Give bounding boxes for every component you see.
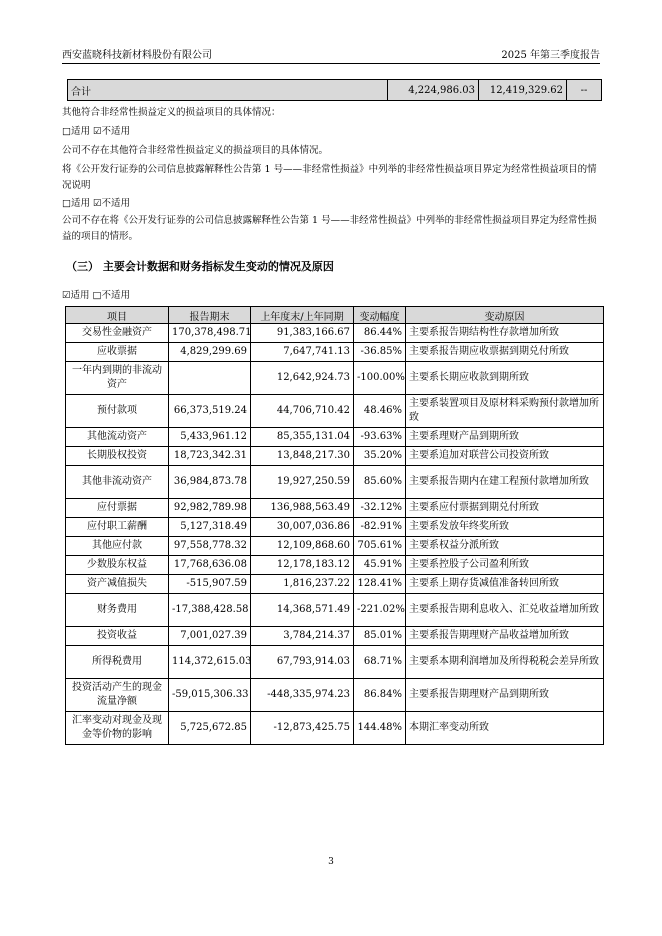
row-change: 85.01%	[354, 627, 406, 646]
page-number: 3	[328, 857, 334, 867]
row-item: 汇率变动对现金及现金等价物的影响	[66, 712, 169, 745]
row-change: 48.46%	[354, 395, 406, 428]
row-reason: 主要系报告期内在建工程预付款增加所致	[406, 466, 604, 499]
table-header-row	[66, 307, 604, 324]
row-current: -515,907.59	[169, 575, 251, 594]
row-current: 7,001,027.39	[169, 627, 251, 646]
row-previous: 19,927,250.59	[251, 466, 354, 499]
row-item: 其他应付款	[66, 537, 169, 556]
row-current: 5,127,318.49	[169, 518, 251, 537]
total-table	[67, 79, 602, 101]
row-item: 财务费用	[66, 594, 169, 627]
row-change: -32.12%	[354, 499, 406, 518]
table-row	[66, 324, 604, 343]
financial-changes-table	[65, 306, 604, 745]
row-previous: 136,988,563.49	[251, 499, 354, 518]
row-reason: 主要系装置项目及原材料采购预付款增加所致	[406, 395, 604, 428]
row-previous: 91,383,166.67	[251, 324, 354, 343]
table-row	[66, 556, 604, 575]
row-current: 170,378,498.71	[169, 324, 251, 343]
row-item: 应收票据	[66, 343, 169, 362]
row-change: 86.84%	[354, 679, 406, 712]
row-reason: 主要系本期利润增加及所得税税会差异所致	[406, 646, 604, 679]
applicability-3: ☑适用 □不适用	[62, 290, 131, 301]
row-previous: 7,647,741.13	[251, 343, 354, 362]
row-previous: 67,793,914.03	[251, 646, 354, 679]
row-change: 144.48%	[354, 712, 406, 745]
total-value-3: --	[567, 80, 602, 101]
row-current: 66,373,519.24	[169, 395, 251, 428]
row-change: -82.91%	[354, 518, 406, 537]
row-change: -100.00%	[354, 362, 406, 395]
row-reason: 主要系理财产品到期所致	[406, 428, 604, 447]
table-row	[66, 428, 604, 447]
row-item: 所得税费用	[66, 646, 169, 679]
row-item: 投资收益	[66, 627, 169, 646]
row-current: -59,015,306.33	[169, 679, 251, 712]
table-row	[66, 537, 604, 556]
row-previous: 44,706,710.42	[251, 395, 354, 428]
row-reason: 主要系报告期利息收入、汇兑收益增加所致	[406, 594, 604, 627]
row-previous: 1,816,237.22	[251, 575, 354, 594]
paragraph-no-reclassification: 公司不存在将《公开发行证券的公司信息披露解释性公告第 1 号——非经常性损益》中列举的非经常性损益项目界定为经常性损益的项目的情形。	[62, 215, 597, 242]
table-row	[66, 499, 604, 518]
header-reason: 变动原因	[406, 307, 604, 324]
row-reason: 主要系报告期结构性存款增加所致	[406, 324, 604, 343]
row-current: 36,984,873.78	[169, 466, 251, 499]
table-row	[66, 646, 604, 679]
row-change: -93.63%	[354, 428, 406, 447]
row-item: 应付职工薪酬	[66, 518, 169, 537]
row-reason: 本期汇率变动所致	[406, 712, 604, 745]
row-reason: 主要系应付票据到期兑付所致	[406, 499, 604, 518]
row-change: -221.02%	[354, 594, 406, 627]
table-row	[66, 627, 604, 646]
row-previous: -448,335,974.23	[251, 679, 354, 712]
header-divider	[62, 63, 600, 64]
table-row	[66, 518, 604, 537]
applicability-2: □适用 ☑不适用	[62, 198, 131, 209]
table-row	[66, 343, 604, 362]
row-current: 5,433,961.12	[169, 428, 251, 447]
table-row	[66, 712, 604, 745]
row-previous: 12,178,183.12	[251, 556, 354, 575]
row-reason: 主要系长期应收款到期所致	[406, 362, 604, 395]
paragraph-other-items: 其他符合非经常性损益定义的损益项目的具体情况：	[62, 107, 281, 118]
row-reason: 主要系上期存货减值准备转回所致	[406, 575, 604, 594]
row-previous: 85,355,131.04	[251, 428, 354, 447]
total-value-2: 12,419,329.62	[479, 80, 567, 101]
row-change: 68.71%	[354, 646, 406, 679]
table-row	[66, 594, 604, 627]
row-current: 17,768,636.08	[169, 556, 251, 575]
row-previous: -12,873,425.75	[251, 712, 354, 745]
table-row	[66, 447, 604, 466]
header-current: 报告期末	[169, 307, 251, 324]
table-row	[66, 575, 604, 594]
total-value-1: 4,224,986.03	[388, 80, 479, 101]
table-row	[66, 679, 604, 712]
row-change: 86.44%	[354, 324, 406, 343]
page-header	[62, 46, 600, 62]
header-item: 项目	[66, 307, 169, 324]
row-previous: 12,109,868.60	[251, 537, 354, 556]
row-reason: 主要系发放年终奖所致	[406, 518, 604, 537]
row-reason: 主要系报告期应收票据到期兑付所致	[406, 343, 604, 362]
row-change: -36.85%	[354, 343, 406, 362]
row-reason: 主要系追加对联营公司投资所致	[406, 447, 604, 466]
row-change: 45.91%	[354, 556, 406, 575]
row-change: 85.60%	[354, 466, 406, 499]
section-title: （三） 主要会计数据和财务指标发生变动的情况及原因	[66, 260, 334, 273]
row-item: 资产减值损失	[66, 575, 169, 594]
row-previous: 3,784,214.37	[251, 627, 354, 646]
row-previous: 12,642,924.73	[251, 362, 354, 395]
row-reason: 主要系权益分派所致	[406, 537, 604, 556]
row-previous: 30,007,036.86	[251, 518, 354, 537]
header-previous: 上年度末/上年同期	[251, 307, 354, 324]
row-item: 投资活动产生的现金流量净额	[66, 679, 169, 712]
table-row	[66, 395, 604, 428]
total-label: 合计	[68, 80, 388, 101]
row-previous: 14,368,571.49	[251, 594, 354, 627]
row-item: 长期股权投资	[66, 447, 169, 466]
header-change: 变动幅度	[354, 307, 406, 324]
company-name: 西安蓝晓科技新材料股份有限公司	[62, 50, 212, 61]
row-current: -17,388,428.58	[169, 594, 251, 627]
table-row	[66, 466, 604, 499]
row-current: 5,725,672.85	[169, 712, 251, 745]
report-title: 2025 年第三季度报告	[501, 50, 600, 61]
row-reason: 主要系控股子公司盈利所致	[406, 556, 604, 575]
row-item: 一年内到期的非流动资产	[66, 362, 169, 395]
row-reason: 主要系报告期理财产品收益增加所致	[406, 627, 604, 646]
row-current	[169, 362, 251, 395]
row-item: 少数股东权益	[66, 556, 169, 575]
row-change: 705.61%	[354, 537, 406, 556]
paragraph-reclassification-note: 将《公开发行证券的公司信息披露解释性公告第 1 号——非经常性损益》中列举的非经常性损益项目界定为经常性损益项目的情况说明	[62, 164, 597, 191]
table-row	[66, 362, 604, 395]
paragraph-no-other-items: 公司不存在其他符合非经常性损益定义的损益项目的具体情况。	[62, 145, 329, 156]
row-item: 其他非流动资产	[66, 466, 169, 499]
row-item: 交易性金融资产	[66, 324, 169, 343]
row-current: 92,982,789.98	[169, 499, 251, 518]
row-current: 97,558,778.32	[169, 537, 251, 556]
row-current: 4,829,299.69	[169, 343, 251, 362]
row-current: 114,372,615.03	[169, 646, 251, 679]
row-previous: 13,848,217.30	[251, 447, 354, 466]
row-change: 128.41%	[354, 575, 406, 594]
row-current: 18,723,342.31	[169, 447, 251, 466]
row-reason: 主要系报告期理财产品到期所致	[406, 679, 604, 712]
applicability-1: □适用 ☑不适用	[62, 126, 131, 137]
row-item: 预付款项	[66, 395, 169, 428]
total-row	[68, 80, 602, 101]
row-change: 35.20%	[354, 447, 406, 466]
row-item: 应付票据	[66, 499, 169, 518]
row-item: 其他流动资产	[66, 428, 169, 447]
